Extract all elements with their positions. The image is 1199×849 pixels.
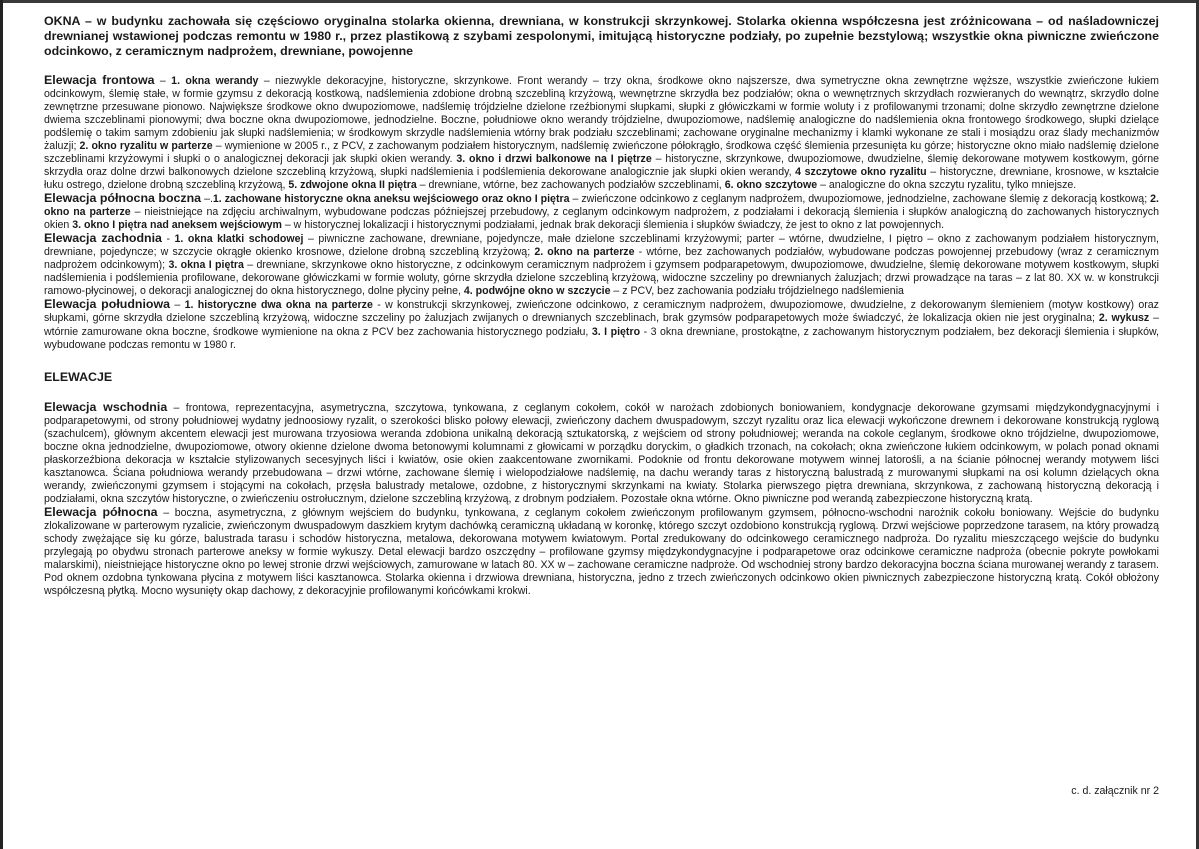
item-label: 6. okno szczytowe	[724, 178, 818, 191]
paragraph-text: – boczna, asymetryczna, z głównym wejściem do budynku, tynkowana, z ceglanym cokołem zwieńczonym profilowanym gzymsem, północno-wschodni narożnik cokołu boniowany. Wejście do budynku zlokalizowane w parterowym ryzalicie, zwieńczonym dwuspadowym daszkiem krytym dachówką ceramiczną układaną w koronkę, którego szczyt ozdobiono konstrukcją ryglową. Drzwi wejściowe poprzedzone tarasem, na który prowadzą schody zwężające się ku górze, balustrada tarasu i schodów historyczna, metalowa, dekorowana motywem kwiatowym. Portal zredukowany do odcinkowego ceramicznego nadproża. Do ryzalitu mieszczącego wejście do budynku przylegają po obydwu stronach parterowe aneksy w formie wykuszy. Detal elewacji bardzo oszczędny – profilowane gzymsy międzykondygnacyjne i podparapetowe oraz odcinkowe ceramiczne nadproża (obecnie pokryte powłokami malarskimi), nieistniejące historyczne okno po lewej stronie drzwi wejściowych, zamurowane w latach 80. XX w – zachowane ceramiczne nadproże. Od wschodniej strony bardzo dekoracyjna boczna ściana murowanej werandy z tarasem. Pod oknem ozdobna tynkowana płycina z motywem liści kasztanowca. Stolarka okienna i drzwiowa drewniana, historyczna, jedno z trzech zwieńczonych odcinkowo okien piwnicznych zabezpieczone historyczną kratą. Cokół obłożony współczesną płytką. Mocno wysunięty okap dachowy, z dekoracyjnie profilowanymi końcówkami krokwi.	[44, 506, 1159, 598]
intro-paragraph: OKNA – w budynku zachowała się częściowo oryginalna stolarka okienna, drewniana, w konstrukcji skrzynkowej. Stolarka okienna współczesna jest zróżnicowana – od naśladowniczej drewnianej wstawionej podczas remontu w 1980 r., przez plastikową z szybami zespolonymi, imitującą historyczne podziały, po zupełnie bezstylową; wszystkie okna piwniczne zwieńczone odcinkowo, z ceramicznym nadprożem, drewniane, powojenne	[44, 14, 1159, 59]
item-label: 3. I piętro	[591, 325, 641, 338]
item-label: 3. okna I piętra	[168, 259, 244, 272]
item-label: 2. wykusz	[1098, 312, 1150, 325]
scan-edge-top	[0, 0, 1199, 3]
paragraph-text: – historyczne, drewniane, krosnowe, w kształcie łuku ostrego, dzielone drobną szczebliną krzyżową,	[44, 165, 1159, 191]
paragraph-title: Elewacja wschodnia	[44, 399, 168, 414]
item-label: 3. okno i drzwi balkonowe na I piętrze	[456, 152, 652, 165]
item-label: 1. okna werandy	[171, 74, 259, 87]
paragraph-text: - w konstrukcji skrzynkowej, zwieńczone odcinkowo, z ceramicznym nadprożem, dwupoziomowe, dwudzielne, z dekorowanym ślemieniem (motyw kostkowy) oraz słupkami, górne skrzydła dzielone szczebliną krzyżową, widoczne szczeliny po żaluzjach zwijanych o drewnianych szczeblinach, brak gzymsów podparapetowych może świadczyć, że lokalizacja okien nie jest oryginalna;	[44, 299, 1159, 325]
paragraph-text: – drewniane, skrzynkowe okno historyczne, z odcinkowym ceramicznym nadprożem i gzymsem podparapetowym, dwupoziomowe, dwudzielne, ślemię dekorowane motywem kostkowym, słupki nadślemienia i podślemienia profilowane, dekorowane główiczkami w formie woluty, górne skrzydła dzielone szczebliną krzyżową, widoczne szczeliny po drewnianych żaluzjach; drzwi prowadzące na taras – z lat 80. XX w. w konstrukcji ramowo-płycinowej, o dekoracji analogicznej do okna historycznego, dolne płyciny pełne,	[44, 259, 1159, 298]
paragraph-title: Elewacja północna	[44, 504, 158, 519]
paragraph-text: – drewniane, wtórne, bez zachowanych podziałów szczeblinami,	[416, 178, 725, 191]
scan-edge-left	[0, 0, 3, 849]
paragraph-text: – niezwykle dekoracyjne, historyczne, skrzynkowe. Front werandy – trzy okna, środkowe okno najszersze, dwa symetryczne okna zewnętrzne węższe, wszystkie zwieńczone łukiem odcinkowym, ślemię stałe, w formie gzymsu z dekoracją kostkową, nadślemienia zdobione drobną szczebliną krzyżową, wewnętrzne skrzydła bez podziałów; okna o wewnętrznych skrzydłach rozwieranych do wewnątrz, skrzydło dolne zewnętrzne przesuwane pionowo. Największe środkowe okno dwupoziomowe, nadślemię trójdzielne dzielone rzeźbionymi słupkami, słupki z główiczkami w formie woluty i z profilowanymi trzonami; dolne skrzydło zewnętrzne dzielone dwiema szczeblinami pionowymi; dwa boczne okna dwupoziomowe, jednodzielne. Boczne, południowe okno werandy trójdzielne, dwupoziomowe, nadślemię analogiczne do nadślemienia okna frontowego środkowego, słupki dzielące podślemię o takim samym zdobieniu jak słupki nadślemienia; w środkowym skrzydle nadślemienia wtórny brak podziału szczeblinami; zachowane oryginalne mechanizmy i klamki wykonane ze stali i mosiądzu oraz ślady mechanizmów żaluzji;	[44, 74, 1159, 152]
paragraph-wschodnia	[44, 401, 1159, 506]
paragraph-text: – wtórnie zamurowane okna boczne, środkowe wymienione na okna z PCV bez zachowania historycznego podziału,	[44, 312, 1159, 338]
item-label: 1. historyczne dwa okna na parterze	[184, 299, 373, 312]
paragraph-title: Elewacja południowa	[44, 297, 171, 312]
paragraph-title: Elewacja frontowa	[44, 72, 155, 87]
paragraph-zachodnia	[44, 232, 1159, 298]
item-label: 4. podwójne okno w szczycie	[463, 285, 611, 298]
item-label: 2. okno na parterze	[44, 193, 1159, 219]
paragraph-text: – piwniczne zachowane, drewniane, pojedyncze, małe dzielone szczeblinami krzyżowymi; parter – wtórne, dwudzielne, I piętro – okno z zachowanym podziałem historycznym, drewniane, pojedyncze; w szczycie okrągłe okienko krosnowe, dzielone drobną szczebliną krzyżową;	[44, 233, 1159, 259]
paragraph-text: – zwieńczone odcinkowo z ceglanym nadprożem, dwupoziomowe, jednodzielne, zachowane ślemię z dekoracją kostkową;	[569, 193, 1151, 206]
item-label: 1. okna klatki schodowej	[174, 233, 304, 246]
page-footer: c. d. załącznik nr 2	[1071, 785, 1159, 797]
item-label: 2. okno ryzalitu w parterze	[79, 139, 213, 152]
paragraph-text: – frontowa, reprezentacyjna, asymetryczna, szczytowa, tynkowana, z ceglanym cokołem, cokół w narożach zdobionych boniowaniem, kondygnacje dekorowane gzymsami międzykondygnacyjnymi i podparapetowymi, od strony południowej wydatny jednoosiowy ryzalit, o szerokości blisko połowy elewacji, zwieńczony dachem dwuspadowym, szczyt ryzalitu oraz lica elewacji wykończone drewnem i dekorowane konstrukcją ryglową (szachulcem), głównym akcentem elewacji jest murowana trzyosiowa weranda zdobiona unikalną dekoracją sztukatorską, z wejściem od strony południowej; weranda na cokole ceglanym, środkowe okno trójdzielne, dwupoziomowe, boczne okna jednodzielne, dwupoziomowe, otwory okienne dzielone dwoma betonowymi kolumnami z głowicami w porządku doryckim, o gładkich trzonach, na cokołach; okna zwieńczone łukiem odcinkowym, w polach ponad oknami płaskorzeźbiona dekoracja w kształcie stylizowanych secesyjnych liści i kwiatów, osie okien zaakcentowane zwornikami. Podoknie od frontu dekorowane motywem winnej latorośli, a na ścianie północnej werandy motywem liści kasztanowca. Ściana południowa werandy przebudowana – drzwi wtórne, zachowane ślemię i wielopodziałowe nadślemię, na dachu werandy taras z historyczną balustradą z murowanymi słupkami na osi kolumn dzielących okna werandy, zwieńczonymi gzymsem i stojącymi na cokołach, przęsła balustrady metalowe, ozdobne, z historycznymi skrzynkami na kwiaty. Stolarka pierwszego piętra drewniana, skrzynkowa, z zachowaną historyczną dekoracją i podziałami, okna szczytów historyczne, o zwieńczeniu ostrołucznym, dzielone szczebliną krzyżową, z drobnym podziałem. Pozostałe okna wtórne. Okno piwniczne pod werandą zabezpieczone historyczną kratą.	[44, 401, 1159, 505]
window-sections	[44, 74, 1159, 352]
section-heading-elewacje: ELEWACJE	[44, 369, 113, 384]
paragraph-title: Elewacja zachodnia	[44, 231, 162, 246]
paragraph-text: – z PCV, bez zachowania podziału trójdzielnego nadślemienia	[610, 285, 904, 298]
paragraph-polnocna-boczna	[44, 192, 1159, 232]
paragraph-polnocna	[44, 506, 1159, 598]
document-page	[44, 14, 1159, 598]
paragraph-text: - wtórne, bez zachowanych podziałów, wybudowane podczas powojennej przebudowy (wraz z ceramicznym nadprożem odcinkowym);	[44, 246, 1159, 272]
item-label: 4 szczytowe okno ryzalitu	[795, 165, 927, 178]
paragraph-poludniowa	[44, 298, 1159, 351]
paragraph-text: -	[161, 233, 175, 246]
paragraph-text: – wymienione w 2005 r., z PCV, z zachowanym podziałem historycznym, nadślemię zwieńczone półokrągło, środkowa część ślemienia przesunięta ku górze; historyczne okno miało nadślemię dzielone szczeblinami krzyżowymi i słupki o o analogicznej dekoracji jak słupki okien werandy.	[44, 139, 1159, 165]
item-label: 1. zachowane historyczne okna aneksu wejściowego oraz okno I piętra	[212, 193, 570, 206]
paragraph-text: –	[170, 299, 185, 312]
item-label: 3. okno I piętra nad aneksem wejściowym	[72, 219, 282, 232]
paragraph-text: – analogiczne do okna szczytu ryzalitu, tylko mniejsze.	[817, 178, 1077, 191]
paragraph-text: –.	[201, 193, 213, 206]
paragraph-text: –	[154, 74, 172, 87]
paragraph-frontowa	[44, 74, 1159, 192]
paragraph-text: - 3 okna drewniane, prostokątne, z zachowanym historycznym podziałem, bez dekoracji ślemienia i słupków, wybudowane podczas remontu w 1980 r.	[44, 325, 1159, 351]
item-label: 5. zdwojone okna II piętra	[288, 178, 417, 191]
paragraph-text: – historyczne, skrzynkowe, dwupoziomowe, dwudzielne, ślemię dekorowane motywem kostkowym, górne skrzydła oraz dolne drzwi balkonowych dzielone szczebliną krzyżową, słupki nadślemienia i podślemienia dekorowane analogicznie jak słupki okien werandy,	[44, 152, 1159, 178]
facade-sections	[44, 401, 1159, 599]
paragraph-text: – nieistniejące na zdjęciu archiwalnym, wybudowane podczas późniejszej przebudowy, z ceglanym odcinkowym nadprożem, z podziałami i dekoracją ślemienia i słupków analogiczną do zachowanych historycznych okien	[44, 206, 1159, 232]
paragraph-text: – w historycznej lokalizacji i historycznymi podziałami, jednak brak dekoracji ślemienia i słupków świadczy, że jest to okno z lat powojennych.	[281, 219, 945, 232]
paragraph-title: Elewacja północna boczna	[44, 191, 202, 206]
item-label: 2. okno na parterze	[534, 246, 635, 259]
